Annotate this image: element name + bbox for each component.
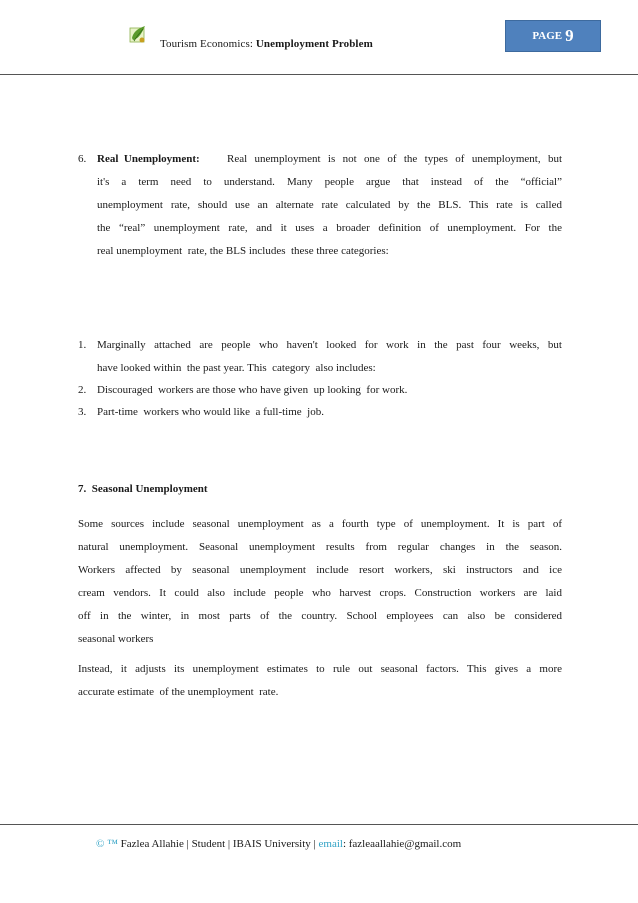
section6-first-line bbox=[78, 152, 562, 166]
title-main: Unemployment Problem bbox=[255, 38, 373, 50]
footer-author: Fazlea Allahie | Student | IBAIS University | bbox=[117, 838, 319, 850]
list-item-text: Part-time workers who would like a full-time job. bbox=[97, 406, 324, 418]
footer-email-label: email bbox=[318, 838, 343, 850]
paragraph-line: off in the winter, in most parts of the country. School employees can also be considered bbox=[78, 610, 562, 622]
page-number: 9 bbox=[565, 26, 574, 45]
section6-line bbox=[78, 244, 562, 258]
list-item-text: Marginally attached are people who haven't looked for work in the past four weeks, but bbox=[97, 339, 562, 351]
list-item-text: have looked within the past year. This category also includes: bbox=[97, 362, 376, 374]
list-item-number: 3. bbox=[78, 406, 87, 418]
section6-line-4: the “real” unemployment rate, and it uses a broader definition of unemployment. For the bbox=[97, 222, 562, 234]
copyright-mark: © ™ bbox=[96, 838, 118, 850]
list-item-number: 2. bbox=[78, 384, 87, 396]
section7-heading: 7. Seasonal Unemployment bbox=[78, 483, 208, 495]
list-item bbox=[78, 338, 562, 352]
section6-line bbox=[78, 198, 562, 212]
paragraph-line: cream vendors. It could also include people who harvest crops. Construction workers are laid bbox=[78, 587, 562, 599]
section6-line-2: it's a term need to understand. Many people argue that instead of the “official” bbox=[97, 176, 562, 188]
list-item-continuation bbox=[78, 361, 562, 375]
section6-line-1: Real unemployment is not one of the types of unemployment, but bbox=[227, 153, 562, 165]
footer-email: : fazleaallahie@gmail.com bbox=[342, 838, 462, 850]
paragraph-line: Some sources include seasonal unemployment as a fourth type of unemployment. It is part of bbox=[78, 518, 562, 530]
document-title bbox=[160, 38, 373, 50]
page-header bbox=[0, 0, 638, 76]
section6-line-3: unemployment rate, should use an alternate rate calculated by the BLS. This rate is called bbox=[97, 199, 562, 211]
list-item bbox=[78, 383, 562, 397]
page-number-badge bbox=[505, 20, 601, 52]
section6-number: 6. bbox=[78, 153, 87, 165]
list-item-text: Discouraged workers are those who have given up looking for work. bbox=[97, 384, 408, 396]
paragraph-line: natural unemployment. Seasonal unemployment results from regular changes in the season. bbox=[78, 541, 562, 553]
footer-divider bbox=[0, 824, 638, 825]
section6-line bbox=[78, 221, 562, 235]
list-item bbox=[78, 405, 562, 419]
title-prefix: Tourism Economics: bbox=[160, 38, 253, 50]
section6-line bbox=[78, 175, 562, 189]
list-item-number: 1. bbox=[78, 339, 87, 351]
page-label: PAGE bbox=[532, 30, 563, 42]
leaf-logo-icon bbox=[128, 24, 148, 46]
paragraph-line: accurate estimate of the unemployment rate. bbox=[78, 686, 279, 698]
page-footer bbox=[96, 838, 461, 850]
paragraph-line: Instead, it adjusts its unemployment estimates to rule out seasonal factors. This gives a more bbox=[78, 663, 562, 675]
paragraph-line: seasonal workers bbox=[78, 633, 154, 645]
header-divider bbox=[0, 74, 638, 75]
paragraph-line: Workers affected by seasonal unemployment include resort workers, ski instructors and ice bbox=[78, 564, 562, 576]
section6-line-5: real unemployment rate, the BLS includes these three categories: bbox=[97, 245, 389, 257]
section6-heading: Real Unemployment: bbox=[97, 153, 200, 165]
